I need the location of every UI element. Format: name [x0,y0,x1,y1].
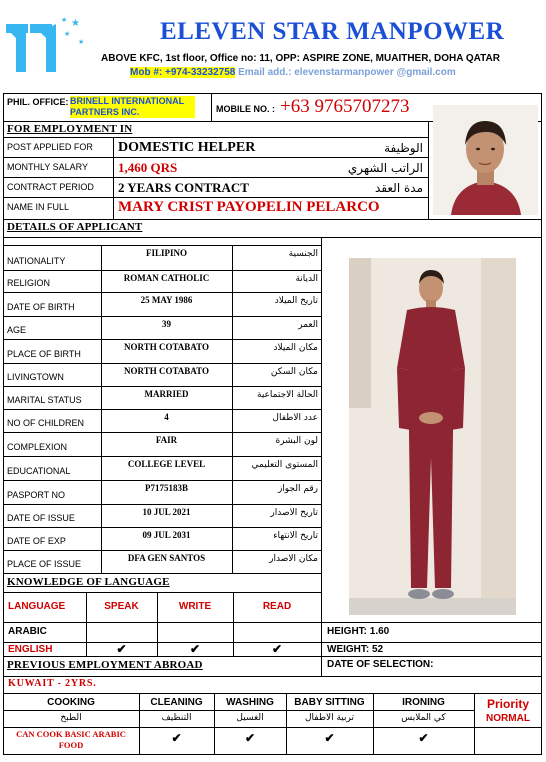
previous-employment-value: KUWAIT - 2YRS. [8,678,97,689]
skill-arabic-cleaning: التنظيف [161,713,192,723]
skill-arabic-washing: الغسيل [236,713,264,723]
english-read-check: ✔ [271,642,283,656]
detail-value-age: 39 [162,319,171,329]
skill-header-baby-sitting: BABY SITTING [294,697,365,708]
detail-arabic-educational: المستوى التعليمي [251,460,318,470]
detail-value-date-of-birth: 25 MAY 1986 [140,295,193,305]
priority-value: NORMAL [486,713,530,724]
detail-value-pasport-no: P7175183B [144,483,188,493]
detail-value-no-of-children: 4 [164,412,169,422]
svg-text:★: ★ [71,18,80,29]
detail-label-educational: EDUCATIONAL [7,466,71,476]
detail-label-no-of-children: NO OF CHILDREN [7,418,85,428]
detail-label-date-of-birth: DATE OF BIRTH [7,302,75,312]
detail-label-place-of-birth: PLACE OF BIRTH [7,349,81,359]
post-applied-label: POST APPLIED FOR [7,142,93,152]
monthly-salary-arabic: الراتب الشهري [347,161,423,175]
svg-text:★: ★ [61,17,68,24]
date-of-selection-label: DATE OF SELECTION: [327,659,434,670]
mobile-value: +63 9765707273 [280,96,410,117]
skill-arabic-cooking: الطبخ [60,713,82,723]
detail-value-marital-status: MARRIED [144,389,189,399]
detail-arabic-nationality: الجنسية [288,249,318,259]
details-section-title: DETAILS OF APPLICANT [7,221,143,233]
detail-arabic-religion: الديانة [295,274,318,284]
contract-period-label: CONTRACT PERIOD [7,182,94,192]
detail-arabic-age: العمر [298,320,318,330]
employment-section-title: FOR EMPLOYMENT IN [7,123,133,135]
full-name-value: MARY CRIST PAYOPELIN PELARCO [118,199,380,215]
svg-text:★: ★ [78,39,85,46]
english-speak-check: ✔ [116,642,127,656]
detail-arabic-date-of-issue: تاريخ الاصدار [270,508,318,518]
detail-arabic-place-of-birth: مكان الميلاد [273,343,318,353]
skill-arabic-ironing: كي الملابس [401,713,446,723]
detail-label-place-of-issue: PLACE OF ISSUE [7,559,82,569]
detail-label-date-of-issue: DATE OF ISSUE [7,513,75,523]
contract-period-arabic: مدة العقد [375,181,423,195]
language-header-speak: SPEAK [104,601,139,612]
phil-office-label: PHIL. OFFICE: [7,97,69,107]
svg-text:★: ★ [64,31,71,38]
detail-label-complexion: COMPLEXION [7,442,68,452]
weight-value: WEIGHT: 52 [327,644,384,655]
detail-arabic-date-of-exp: تاريخ الانتهاء [273,531,318,541]
ironing-check: ✔ [418,731,429,745]
detail-arabic-livingtown: مكان السكن [270,367,318,377]
skill-header-cooking: COOKING [47,697,95,708]
detail-value-date-of-exp: 09 JUL 2031 [142,530,191,540]
detail-arabic-marital-status: الحالة الاجتماعية [257,390,318,400]
company-address: ABOVE KFC, 1st floor, Office no: 11, OPP: ASPIRE ZONE, MUAITHER, DOHA QATAR [101,53,500,64]
detail-value-educational: COLLEGE LEVEL [127,459,206,469]
priority-label: Priority [486,697,529,711]
detail-value-nationality: FILIPINO [145,248,187,258]
skill-header-washing: WASHING [226,697,274,708]
detail-value-place-of-issue: DFA GEN SANTOS [127,553,206,563]
cooking-note: CAN COOK BASIC ARABIC FOOD [16,729,126,750]
company-logo [4,14,94,76]
detail-label-pasport-no: PASPORT NO [7,490,66,500]
post-applied-value: DOMESTIC HELPER [118,140,256,155]
company-mobile: Mob #: +974-33232758 [130,67,236,78]
monthly-salary-label: MONTHLY SALARY [7,162,89,172]
contract-period-value: 2 YEARS CONTRACT [118,180,249,195]
detail-arabic-place-of-issue: مكان الاصدار [269,554,318,564]
detail-arabic-date-of-birth: تاريخ الميلاد [274,296,318,306]
detail-label-marital-status: MARITAL STATUS [7,395,82,405]
detail-label-religion: RELIGION [7,278,51,288]
monthly-salary-value: 1,460 QRS [118,160,178,175]
language-english-label: ENGLISH [8,644,53,655]
company-name: ELEVEN STAR MANPOWER [160,18,505,45]
language-header-read: READ [262,601,292,612]
baby-sitting-check: ✔ [324,731,335,745]
skill-header-ironing: IRONING [402,697,445,708]
cleaning-check: ✔ [171,731,182,745]
detail-label-livingtown: LIVINGTOWN [7,372,64,382]
post-applied-arabic: الوظيفة [384,141,423,155]
detail-arabic-pasport-no: رقم الجواز [277,484,318,494]
detail-value-place-of-birth: NORTH COTABATO [124,342,209,352]
detail-label-date-of-exp: DATE OF EXP [7,536,66,546]
washing-check: ✔ [244,731,256,745]
detail-value-livingtown: NORTH COTABATO [124,366,209,376]
language-header-language: LANGUAGE [8,601,66,612]
detail-label-age: AGE [7,325,27,335]
company-email: Email add.: elevenstarmanpower @gmail.com [238,67,456,78]
phil-office-value: BRINELL INTERNATIONAL PARTNERS INC. [70,96,195,118]
full-name-label: NAME IN FULL [7,202,70,212]
mobile-label: MOBILE NO. : [216,104,275,114]
language-section-title: KNOWLEDGE OF LANGUAGE [7,576,170,588]
applicant-portrait-photo [433,105,538,215]
detail-value-religion: ROMAN CATHOLIC [123,273,210,283]
height-value: HEIGHT: 1.60 [327,626,390,637]
detail-value-complexion: FAIR [155,435,178,445]
previous-employment-title: PREVIOUS EMPLOYMENT ABROAD [7,659,203,671]
language-arabic-label: ARABIC [8,626,47,637]
detail-label-nationality: NATIONALITY [7,256,66,266]
language-header-write: WRITE [178,601,212,612]
skill-header-cleaning: CLEANING [150,697,203,708]
skill-arabic-baby-sitting: تربية الاطفال [304,713,354,723]
detail-value-date-of-issue: 10 JUL 2021 [142,507,191,517]
applicant-full-body-photo [349,258,516,615]
english-write-check: ✔ [189,642,201,656]
detail-arabic-complexion: لون البشرة [275,436,318,446]
detail-arabic-no-of-children: عدد الاطفال [272,413,318,423]
contact-line [130,67,540,78]
